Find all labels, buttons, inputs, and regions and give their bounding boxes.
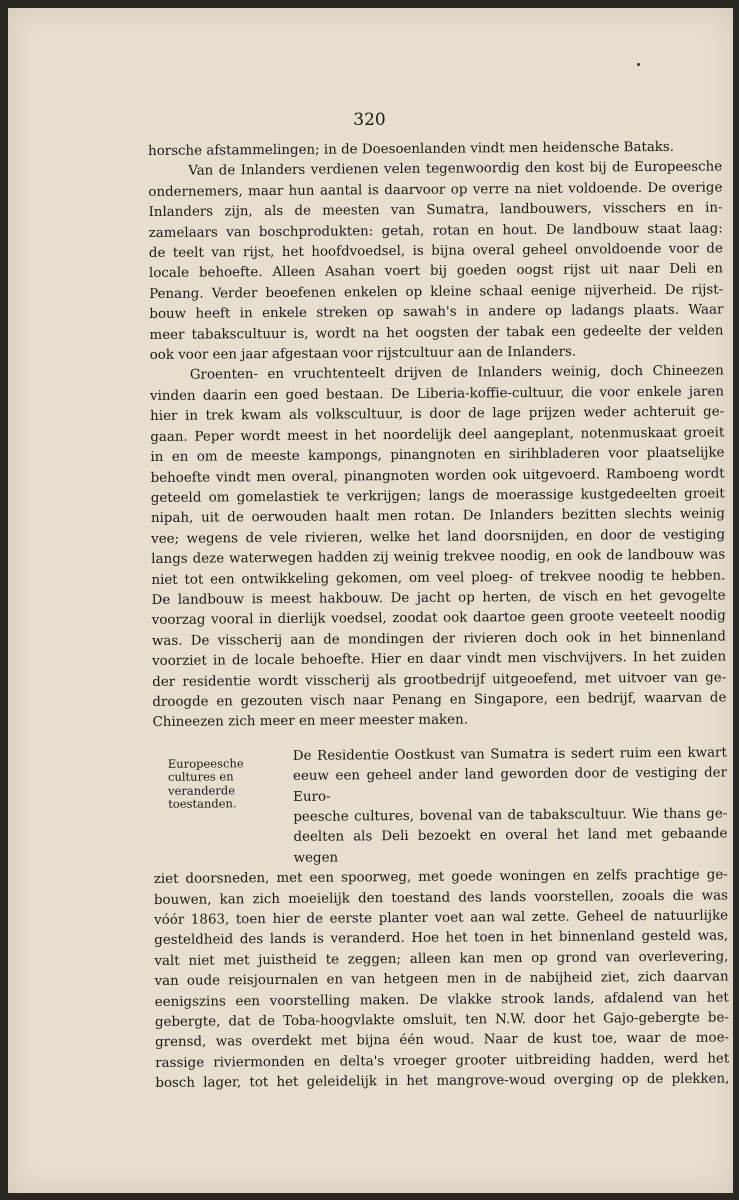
margin-note-line: veranderde	[168, 783, 236, 798]
text-line: bouw heeft in enkele streken op sawah's in andere op ladangs plaats. Waar	[149, 302, 724, 323]
margin-note-line: cultures en	[167, 769, 234, 785]
text-line: locale behoefte. Alleen Asahan voert bij goeden oogst rijst uit naar Deli en	[148, 261, 724, 282]
text-line: Chineezen zich meer en meer meester maken.	[152, 712, 469, 731]
text-line: bouwen, kan zich moeielijk den toestand des lands voorstellen, zooals die was	[153, 888, 728, 908]
text-line: Inlanders zijn, als de meesten van Sumatra, landbouwers, visschers en in-	[148, 200, 723, 221]
paragraph-3	[150, 362, 727, 734]
text-line: rassige riviermonden en delta's vroeger grooter uitbreiding hadden, werd het	[155, 1051, 730, 1071]
text-line: in en om de meeste kampongs, pinangnoten en sirihbladeren voor plaatselijke	[150, 445, 725, 466]
text-line: droogde en gezouten visch naar Penang en Singapore, een bedrijf, waarvan de	[152, 690, 727, 710]
text-line: ook voor een jaar afgestaan voor rijstcultuur aan de Inlanders.	[149, 344, 577, 364]
paragraph-2	[148, 158, 724, 367]
text-line: was. De visscherij aan de mondingen der rivieren doch ook in het binnenland	[151, 629, 726, 649]
text-line: nipah, uit de oerwouden haalt men rotan. De Inlanders bezitten slechts weinig	[150, 506, 726, 527]
page-speck	[637, 63, 640, 66]
text-line: vóór 1863, toen hier de eerste planter voet aan wal zette. Geheel de natuurlijke	[154, 908, 729, 929]
text-line: geteeld om gomelastiek te verkrijgen; langs de moerassige kustgedeelten groeit	[150, 486, 725, 506]
paragraph-4	[153, 743, 730, 1094]
text-line: langs deze waterwegen hadden zij weinig trekvee noodig, en ook de landbouw was	[151, 547, 726, 568]
text-line: hier in trek kwam als volkscultuur, is door de lage prijzen weder achteruit ge-	[150, 404, 725, 425]
text-line: gesteldheid des lands is veranderd. Hoe het toen in het binnenland gesteld was,	[154, 928, 729, 949]
text-line: zamelaars van boschprodukten: getah, rotan en hout. De landbouw staat laag:	[148, 221, 723, 241]
text-line: Penang. Verder beoefenen enkelen op kleine schaal eenige nijverheid. De rijst-	[149, 282, 724, 302]
text-line: ondernemers, maar hun aantal is daarvoor op verre na niet voldoende. De overige	[148, 180, 723, 200]
text-line: behoefte vindt men overal, pinangnoten worden ook uitgevoerd. Ramboeng wordt	[150, 465, 725, 486]
text-line: bosch lager, tot het geleidelijk in het mangrove-woud overging op de plekken,	[155, 1071, 730, 1092]
margin-note-line: Europeesche	[167, 756, 244, 771]
text-line: peesche cultures, bovenal van de tabakscultuur. Wie thans ge-	[293, 806, 728, 825]
text-line: voorziet in de locale behoefte. Hier en daar vindt men vischvijvers. In het zuiden	[152, 649, 727, 670]
body-text	[148, 137, 729, 1094]
text-line: Van de Inlanders verdienen velen tegenwoordig den kost bij de Europeesche	[188, 159, 723, 180]
text-line: eeuw een geheel ander land geworden door de vestiging der Euro-	[292, 765, 728, 805]
text-line: horsche afstammelingen; in de Doesoenlanden vindt men heidensche Bataks.	[148, 139, 675, 159]
text-line: grensd, was overdekt met bijna één woud. Naar de kust toe, waar de moe-	[155, 1030, 730, 1051]
text-line: De Residentie Oostkust van Sumatra is sedert ruim een kwart	[292, 745, 727, 764]
text-line: De landbouw is meest hakbouw. De jacht op herten, de visch en het gevogelte	[151, 588, 726, 608]
text-line: valt niet met juistheid te zeggen; alleen kan men op grond van overlevering,	[154, 949, 729, 969]
margin-note	[168, 757, 263, 812]
text-line: vinden daarin een goed bestaan. De Liberia-koffie-cultuur, die voor enkele jaren	[149, 384, 725, 404]
text-line: de teelt van rijst, het hoofdvoedsel, is bijna overal geheel onvoldoende voor de	[148, 241, 723, 262]
text-line: eenigszins een voorstelling maken. De vlakke strook lands, afdalend van het	[154, 990, 729, 1010]
text-line: Groenten- en vruchtenteelt drijven de Inlanders weinig, doch Chineezen	[189, 363, 724, 384]
text-line: deelten als Deli bezoekt en overal het land met gebaande wegen	[293, 826, 728, 866]
text-line: niet tot een ontwikkeling gekomen, om veel ploeg- of trekvee noodig te hebben.	[151, 568, 726, 588]
text-line: gebergte, dat de Toba-hoogvlakte omsluit, ten N.W. door het Gajo-gebergte be-	[154, 1010, 729, 1031]
text-line: voorzag vooral in dierlijk voedsel, zoodat ook daartoe geen groote veeteelt noodig	[151, 608, 726, 629]
margin-note-line: toestanden.	[168, 796, 237, 812]
page-number: 320	[353, 110, 386, 130]
text-line: vee; wegens de vele rivieren, welke het land doorsnijden, en door de vestiging	[151, 527, 726, 547]
text-line: meer tabakscultuur is, wordt na het oogsten der tabak een gedeelte der velden	[149, 323, 724, 343]
text-line: der residentie wordt visscherij als grootbedrijf uitgeoefend, met uitvoer van ge-	[152, 670, 727, 690]
text-line: ziet doorsneden, met een spoorweg, met goede woningen en zelfs prachtige ge-	[153, 867, 728, 888]
text-line: gaan. Peper wordt meest in het noordelijk deel aangeplant, notenmuskaat groeit	[150, 425, 725, 445]
text-line: van oude reisjournalen en van hetgeen men in de nabijheid ziet, zich daarvan	[154, 969, 729, 990]
